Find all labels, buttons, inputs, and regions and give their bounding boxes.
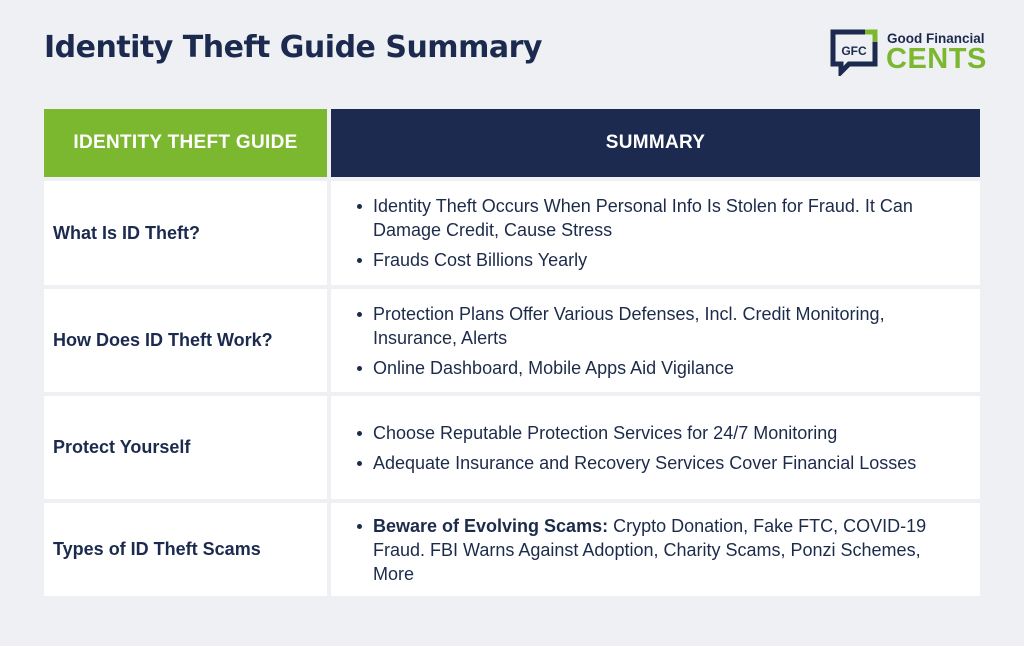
summary-bullet: Adequate Insurance and Recovery Services Cover Financial Losses <box>355 451 966 475</box>
summary-bullet-emphasis: Beware of Evolving Scams: <box>373 515 609 536</box>
row-label: Protect Yourself <box>44 396 327 499</box>
table-header-row <box>44 109 980 177</box>
row-summary <box>331 503 980 596</box>
column-header-summary: SUMMARY <box>331 109 980 177</box>
row-label: Types of ID Theft Scams <box>44 503 327 596</box>
summary-bullet <box>355 514 966 586</box>
table-row <box>44 289 980 392</box>
row-summary <box>331 181 980 285</box>
table-row <box>44 503 980 596</box>
summary-bullet: Identity Theft Occurs When Personal Info Is Stolen for Fraud. It Can Damage Credit, Cause Stress <box>355 194 966 242</box>
summary-bullet: Frauds Cost Billions Yearly <box>355 248 966 272</box>
summary-bullet: Protection Plans Offer Various Defenses, Incl. Credit Monitoring, Insurance, Alerts <box>355 302 966 350</box>
logo-brand-top: Good Financial <box>887 31 985 46</box>
row-summary <box>331 396 980 499</box>
summary-table <box>44 109 980 600</box>
page-title: Identity Theft Guide Summary <box>44 30 542 65</box>
brand-logo <box>829 28 989 78</box>
summary-bullet: Choose Reputable Protection Services for 24/7 Monitoring <box>355 421 966 445</box>
row-label: How Does ID Theft Work? <box>44 289 327 392</box>
gfc-logo-icon <box>829 28 881 76</box>
summary-bullet-text: Crypto Donation, Fake FTC, COVID-19 Fraud. FBI Warns Against Adoption, Charity Scams, Ponzi Schemes, More <box>373 515 927 584</box>
logo-brand-main: CENTS <box>886 43 987 75</box>
row-summary <box>331 289 980 392</box>
logo-mark-text: GFC <box>841 44 867 58</box>
table-row <box>44 396 980 499</box>
column-header-guide: IDENTITY THEFT GUIDE <box>44 109 327 177</box>
table-row <box>44 181 980 285</box>
row-label: What Is ID Theft? <box>44 181 327 285</box>
summary-bullet: Online Dashboard, Mobile Apps Aid Vigilance <box>355 356 966 380</box>
